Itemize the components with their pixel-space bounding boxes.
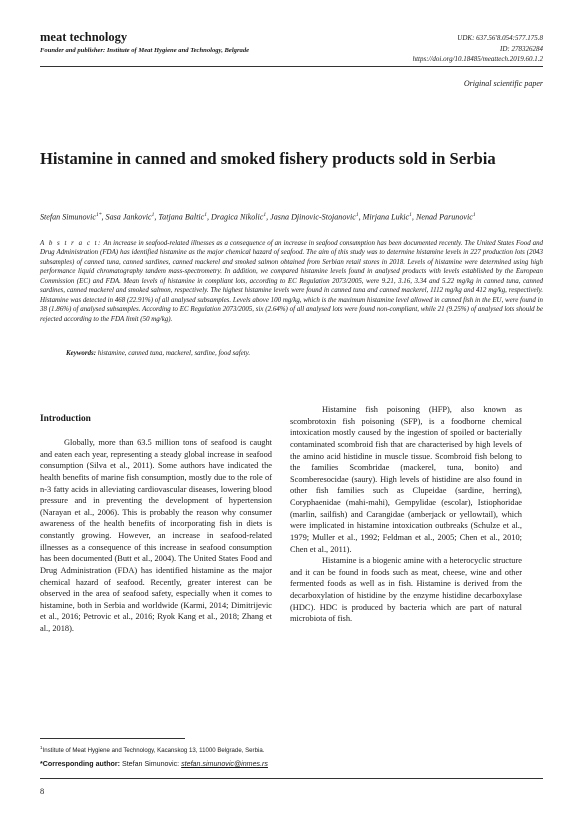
corresponding-author: [40, 759, 545, 769]
header-divider: [40, 66, 543, 67]
author-affil-mark: 1: [472, 212, 476, 218]
doi-link[interactable]: https://doi.org/10.18485/meattech.2019.60.1.2: [412, 55, 543, 64]
paragraph: Histamine fish poisoning (HFP), also known as scombrotoxin fish poisoning (SFP), is a foodborne chemical intoxication mostly caused by the ingestion of spoiled or bacterially contaminated scombroid fish that are characterised by high levels of the amino acid histidine in muscle tissue. Scombroid fish belong to the families Scombridae (mackerel, tuna, bonito) and Scomberesocidae (saury). High levels of histidine are also found in other fish families such as Clupeidae (sardine, herring), Coryphaenidae (mahi-mahi), Gempylidae (escolar), Istiophoridae (marlin, sailfish) and Carangidae (amberjack or yellowtail), which were implicated in histamine intoxication outbreaks (Schulze et al., 1979; Muller et al., 1992; Feldman et al., 2005; Chen et al., 2010; Chen et al., 2011).: [290, 405, 522, 554]
author-affil-mark: 1: [355, 212, 359, 218]
section-heading-introduction: Introduction: [40, 414, 91, 424]
corresponding-email-link[interactable]: stefan.simunovic@inmes.rs: [181, 760, 268, 768]
affiliation-footnote: [40, 743, 545, 755]
author-affil-mark: 1*: [95, 212, 102, 218]
article-identifiers: [413, 33, 543, 65]
author-name: , Mirjana Lukic: [358, 212, 410, 222]
corresponding-name: Stefan Simunovic:: [120, 760, 182, 768]
right-column: [290, 404, 522, 625]
abstract-label: A b s t r a c t:: [40, 239, 102, 247]
affiliation-text: Institute of Meat Hygiene and Technology, Kacanskog 13, 11000 Belgrade, Serbia.: [42, 747, 265, 755]
paragraph: Histamine is a biogenic amine with a heterocyclic structure and it can be found in foods such as meat, cheese, wine and other fermented foods as well as in fish. Histamine is derived from the decarboxylation of histidine by the enzyme histidine decarboxylase (HDC). HDC is produced by bacteria which are part of natural microbiota of fish.: [290, 556, 522, 624]
author-affil-mark: 1: [151, 212, 155, 218]
footnote-mark: 1: [40, 745, 43, 750]
keywords-label: Keywords:: [66, 349, 97, 357]
keywords: [66, 349, 546, 358]
article-id: ID: 278326284: [500, 44, 543, 53]
author-name: Stefan Simunovic: [40, 212, 96, 222]
left-column: [40, 413, 272, 635]
abstract-text: An increase in seafood-related illnesses as a consequence of an increase in seafood consumption has been documented recently. The United States Food and Drug Administration (FDA) has identified histamine as the major chemical hazard of seafood. The aim of this study was to determine histamine levels in 227 production lots (2043 subsamples) of canned tuna, canned sardines, canned mackerel and smoked salmon obtained from Serbian retail stores in 2018. Levels of histamine were determined using high performance liquid chromatography tandem mass-spectrometry. In addition, we compared histamine levels found in analysed products with levels established by the European Commission (EC) and FDA. Mean levels of histamine in compliant lots, according to EC Regulation 2073/2005, were 9.21, 3.16, 3.34 and 5.22 mg/kg in canned tuna, canned sardines, canned mackerel and smoked salmon, respectively. The highest histamine levels were found in canned tuna and canned mackerel, 1112 mg/kg and 412 mg/kg, respectively. Histamine was detected in 468 (22.91%) of all analysed subsamples. Levels above 100 mg/kg, which is the maximum histamine level allowed in canned fish in the EU, were found in 38 (1.86%) of analysed subsamples. According to EC Regulation 2073/2005, six (2.64%) of all analysed lots were found non-compliant, while 21 (9.25%) of analysed lots should be rejected according to the FDA limit (50 mg/kg).: [40, 239, 544, 323]
author-affil-mark: 1: [409, 212, 412, 218]
paragraph: Globally, more than 63.5 million tons of seafood is caught and eaten each year, representing a steady global increase in seafood consumption (Silva et al., 2011). Some authors have indicated the health benefits of marine fish consumption, mostly due to the role of n-3 fatty acids in alleviating cardiovascular diseases, lowering blood pressure and in preventing the development of hypertension (Narayan et al., 2006). This is probably the reason why consumer awareness of the health benefits of incorporating fish in diets is constantly growing. However, an increase in seafood-related illnesses as a consequence of this increase in seafood consumption has been documented (Butt et al., 2004). The United States Food and Drug Administration (FDA) has identified histamine as the major chemical hazard of seafood. Recently, greater interest can be observed in the area of seafood safety, especially when it comes to histamine, both in Serbia and worldwide (Karmi, 2014; Dimitrijevic et al., 2016; Petrovic et al., 2016; Ryok Kang et al., 2018; Zhang et al., 2018).: [40, 438, 272, 633]
journal-name: meat technology: [40, 30, 128, 44]
paper-title: Histamine in canned and smoked fishery products sold in Serbia: [40, 149, 496, 168]
author-affil-mark: 1: [263, 212, 267, 218]
author-name: , Tatjana Baltic: [154, 212, 205, 222]
footer-divider: [40, 778, 543, 779]
author-name: , Nenad Parunovic: [411, 212, 473, 222]
page-number: 8: [40, 787, 45, 796]
author-name: , Dragica Nikolic: [206, 212, 264, 222]
udk-code: UDK: 637.56'8.054:577.175.8: [457, 34, 543, 42]
publisher-line: Founder and publisher: Institute of Meat Hygiene and Technology, Belgrade: [40, 47, 250, 54]
author-list: [40, 210, 545, 223]
author-affil-mark: 1: [204, 212, 207, 218]
author-name: , Sasa Jankovic: [101, 212, 152, 222]
paper-type: Original scientific paper: [463, 79, 543, 88]
footnote-divider: [40, 738, 185, 739]
author-name: , Jasna Djinovic-Stojanovic: [266, 212, 356, 222]
journal-header: [40, 30, 340, 55]
abstract: [40, 239, 543, 324]
keywords-text: histamine, canned tuna, mackerel, sardine, food safety.: [96, 349, 251, 357]
corresponding-label: *Corresponding author:: [40, 760, 120, 768]
